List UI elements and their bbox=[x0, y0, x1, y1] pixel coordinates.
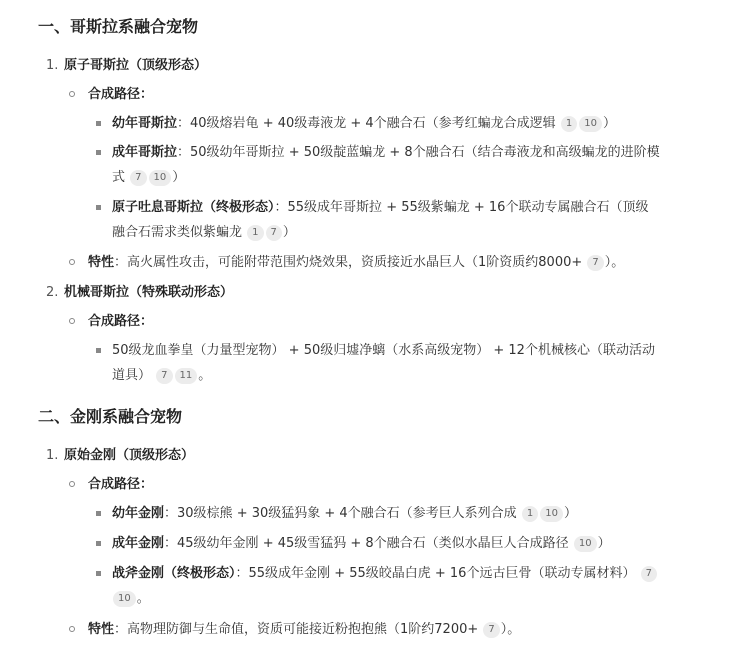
bullet-square bbox=[96, 571, 101, 576]
citation-badge[interactable]: 10 bbox=[574, 536, 597, 552]
item-tail: ） bbox=[597, 536, 611, 551]
item-text: 50级龙血拳皇（力量型宠物） + 50级归墟净螭（水系高级宠物） + 12个机械核心（联动活动 bbox=[112, 343, 655, 358]
path-label: 合成路径： bbox=[88, 87, 154, 102]
citation-badge[interactable]: 10 bbox=[149, 170, 172, 186]
section-title-godzilla: 一、哥斯拉系融合宠物 bbox=[38, 17, 199, 36]
citation-badge[interactable]: 1 bbox=[522, 506, 538, 522]
item-label: 幼年金刚 bbox=[112, 506, 165, 521]
list-number: 1. bbox=[46, 58, 59, 73]
list-item-continued bbox=[112, 223, 296, 242]
citation-badge[interactable]: 7 bbox=[156, 368, 172, 384]
list-item-continued bbox=[112, 168, 185, 187]
trait-tail: ）。 bbox=[500, 622, 521, 637]
trait-label: 特性 bbox=[88, 622, 115, 637]
list-item bbox=[112, 534, 611, 553]
item-label: 战斧金刚（终极形态） bbox=[112, 566, 236, 581]
trait-line bbox=[88, 253, 624, 272]
item-text: 式 bbox=[112, 170, 126, 185]
item-text: ：55级成年哥斯拉 + 55级紫蝙龙 + 16个联动专属融合石（顶级 bbox=[274, 200, 649, 215]
citation-badge[interactable]: 10 bbox=[579, 116, 602, 132]
item-text: ：30级棕熊 + 30级猛犸象 + 4个融合石（参考巨人系列合成 bbox=[164, 506, 517, 521]
item-text: ：40级熔岩龟 + 40级毒液龙 + 4个融合石（参考红蝙龙合成逻辑 bbox=[177, 116, 556, 131]
section-title-kong: 二、金刚系融合宠物 bbox=[38, 407, 183, 426]
item-text: ：55级成年金刚 + 55级皎晶白虎 + 16个远古巨骨（联动专属材料） bbox=[235, 566, 636, 581]
list-number: 2. bbox=[46, 285, 59, 300]
bullet-circle bbox=[69, 259, 75, 265]
item-text: 融合石需求类似紫蝙龙 bbox=[112, 225, 243, 240]
bullet-circle bbox=[69, 481, 75, 487]
list-item bbox=[112, 504, 577, 523]
item-title-mecha-godzilla: 机械哥斯拉（特殊联动形态） bbox=[64, 285, 234, 300]
citation-badge[interactable]: 10 bbox=[113, 591, 136, 607]
bullet-square bbox=[96, 348, 101, 353]
item-tail: ） bbox=[602, 116, 616, 131]
trait-label: 特性 bbox=[88, 255, 115, 270]
path-label: 合成路径： bbox=[88, 314, 154, 329]
item-title-primal-kong: 原始金刚（顶级形态） bbox=[64, 448, 195, 463]
item-label: 原子吐息哥斯拉（终极形态） bbox=[112, 200, 275, 215]
bullet-square bbox=[96, 511, 101, 516]
item-label: 幼年哥斯拉 bbox=[112, 116, 178, 131]
citation-badge[interactable]: 7 bbox=[641, 566, 657, 582]
citation-badge[interactable]: 7 bbox=[130, 170, 146, 186]
bullet-square bbox=[96, 150, 101, 155]
item-label: 成年哥斯拉 bbox=[112, 145, 178, 160]
item-text: 道具） bbox=[112, 368, 152, 383]
bullet-circle bbox=[69, 318, 75, 324]
citation-badge[interactable]: 1 bbox=[247, 225, 263, 241]
bullet-square bbox=[96, 541, 101, 546]
item-text: ：50级幼年哥斯拉 + 50级靛蓝蝙龙 + 8个融合石（结合毒液龙和高级蝙龙的进阶模 bbox=[177, 145, 660, 160]
list-item-continued bbox=[112, 589, 150, 608]
item-tail: 。 bbox=[198, 368, 212, 383]
list-item bbox=[112, 198, 648, 217]
citation-badge[interactable]: 7 bbox=[483, 622, 499, 638]
citation-badge[interactable]: 10 bbox=[540, 506, 563, 522]
bullet-circle bbox=[69, 626, 75, 632]
trait-text: ：高物理防御与生命值，资质可能接近粉抱抱熊（1阶约7200+ bbox=[114, 622, 479, 637]
list-item bbox=[112, 114, 616, 133]
citation-badge[interactable]: 7 bbox=[266, 225, 282, 241]
bullet-circle bbox=[69, 91, 75, 97]
trait-line bbox=[88, 620, 520, 639]
list-item bbox=[112, 564, 658, 583]
list-item bbox=[112, 341, 655, 360]
item-tail: ） bbox=[563, 506, 577, 521]
citation-badge[interactable]: 1 bbox=[561, 116, 577, 132]
trait-tail: ）。 bbox=[604, 255, 625, 270]
citation-badge[interactable]: 11 bbox=[175, 368, 198, 384]
list-item bbox=[112, 143, 660, 162]
item-tail: ） bbox=[282, 225, 296, 240]
bullet-square bbox=[96, 121, 101, 126]
bullet-square bbox=[96, 205, 101, 210]
item-text: ：45级幼年金刚 + 45级雪猛犸 + 8个融合石（类似水晶巨人合成路径 bbox=[164, 536, 569, 551]
item-tail: 。 bbox=[136, 591, 150, 606]
item-tail: ） bbox=[172, 170, 186, 185]
trait-text: ：高火属性攻击，可能附带范围灼烧效果，资质接近水晶巨人（1阶资质约8000+ bbox=[114, 255, 583, 270]
item-title-atomic-godzilla: 原子哥斯拉（顶级形态） bbox=[64, 58, 208, 73]
item-label: 成年金刚 bbox=[112, 536, 165, 551]
citation-badge[interactable]: 7 bbox=[587, 255, 603, 271]
list-number: 1. bbox=[46, 448, 59, 463]
path-label: 合成路径： bbox=[88, 477, 154, 492]
list-item-continued bbox=[112, 366, 211, 385]
